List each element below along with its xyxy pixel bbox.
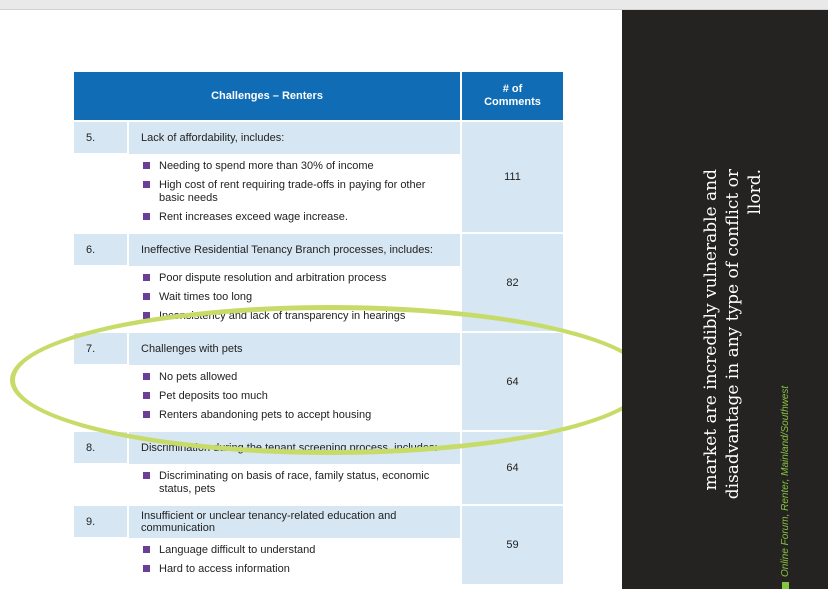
row-title: Ineffective Residential Tenancy Branch processes, includes: <box>128 233 461 266</box>
renter-challenges-table <box>74 72 563 586</box>
table-row <box>74 332 563 365</box>
bullet-square-icon <box>143 565 150 572</box>
list-item: High cost of rent requiring trade-offs in paying for other basic needs <box>141 179 448 205</box>
bullet-square-icon <box>143 162 150 169</box>
top-bar <box>0 0 828 10</box>
row-number: 7. <box>74 332 128 365</box>
table-row <box>74 505 563 538</box>
bullet-square-icon <box>143 472 150 479</box>
bullet-square-icon <box>143 411 150 418</box>
list-item: Discriminating on basis of race, family status, economic status, pets <box>141 470 448 496</box>
bullet-square-icon <box>143 312 150 319</box>
quote-source: Online Forum, Renter, Mainland/Southwest <box>780 329 792 589</box>
list-item: Language difficult to understand <box>141 544 448 557</box>
list-item: Renters abandoning pets to accept housing <box>141 409 448 422</box>
row-number: 6. <box>74 233 128 266</box>
list-item: Hard to access information <box>141 563 448 576</box>
row-number: 9. <box>74 505 128 538</box>
row-number: 5. <box>74 121 128 154</box>
row-title: Lack of affordability, includes: <box>128 121 461 154</box>
bullet-square-icon <box>143 546 150 553</box>
bullet-square-icon <box>143 181 150 188</box>
list-item: Needing to spend more than 30% of income <box>141 160 448 173</box>
comment-count: 111 <box>461 121 563 233</box>
comment-count: 59 <box>461 505 563 585</box>
bullet-square-icon <box>143 293 150 300</box>
row-title: Discrimination during the tenant screening process, includes: <box>128 431 461 464</box>
quote-text: market are incredibly vulnerable and disadvantage in any type of conflict or llord. <box>701 169 765 500</box>
bullet-square-icon <box>143 373 150 380</box>
list-item: Wait times too long <box>141 291 448 304</box>
comment-count: 64 <box>461 332 563 431</box>
list-item: Inconsistency and lack of transparency in hearings <box>141 310 448 323</box>
row-title: Insufficient or unclear tenancy-related education and communication <box>128 505 461 538</box>
header-challenges: Challenges – Renters <box>74 72 461 121</box>
table-row <box>74 431 563 464</box>
list-item: Rent increases exceed wage increase. <box>141 211 448 224</box>
list-item: No pets allowed <box>141 371 448 384</box>
list-item: Poor dispute resolution and arbitration process <box>141 272 448 285</box>
header-comments: # of Comments <box>461 72 563 121</box>
row-title: Challenges with pets <box>128 332 461 365</box>
bullet-square-icon <box>143 274 150 281</box>
list-item: Pet deposits too much <box>141 390 448 403</box>
bullet-square-icon <box>143 213 150 220</box>
bullet-square-icon <box>143 392 150 399</box>
row-number: 8. <box>74 431 128 464</box>
comment-count: 64 <box>461 431 563 505</box>
comment-count: 82 <box>461 233 563 332</box>
table-row <box>74 233 563 266</box>
table-row <box>74 121 563 154</box>
bullet-square-icon <box>782 582 789 589</box>
